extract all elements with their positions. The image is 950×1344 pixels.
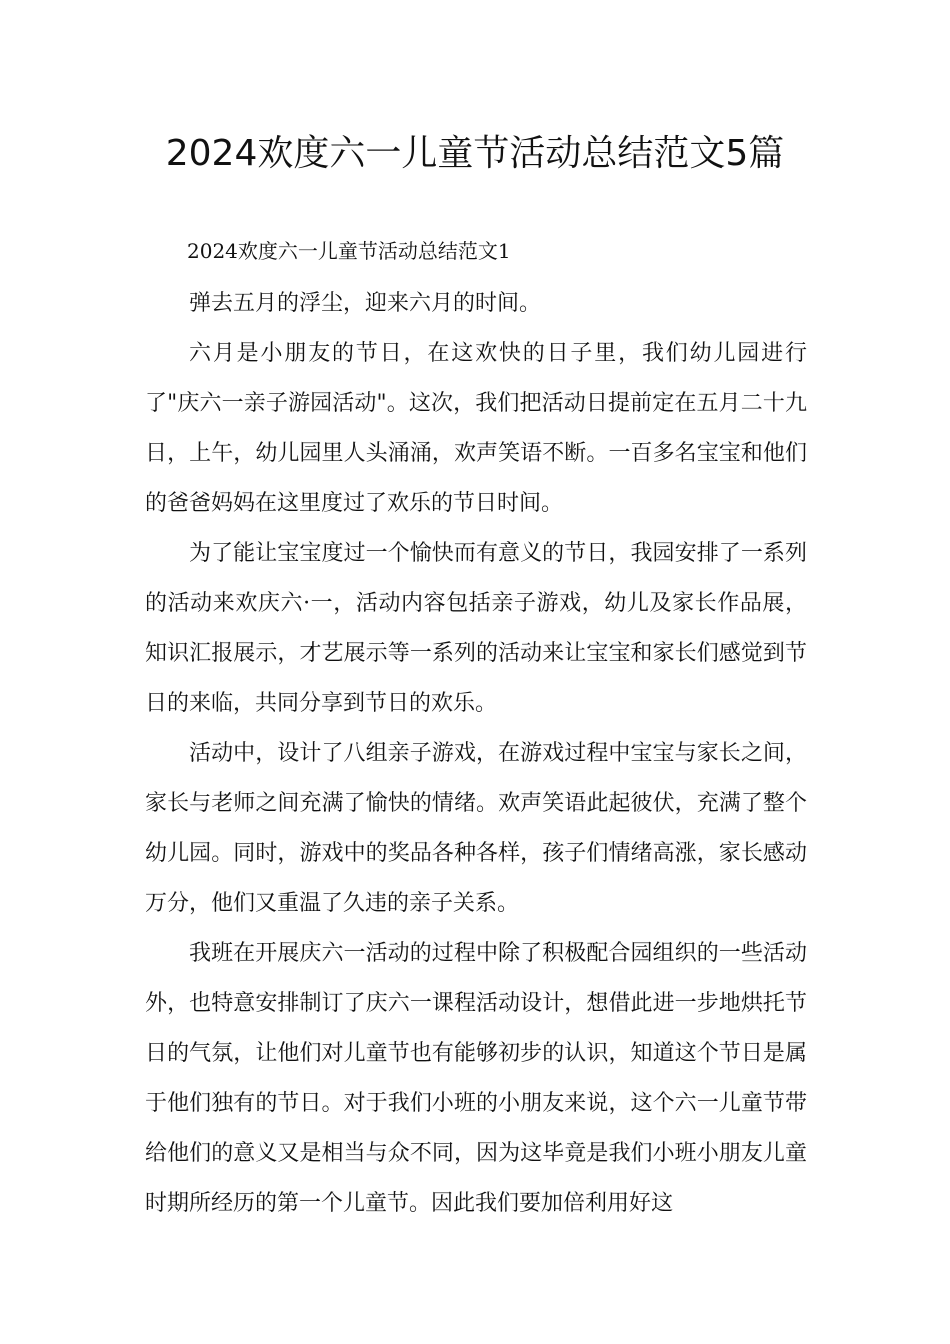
paragraph-3: 为了能让宝宝度过一个愉快而有意义的节日，我园安排了一系列的活动来欢庆六·一，活动内容包括亲子游戏，幼儿及家长作品展，知识汇报展示，才艺展示等一系列的活动来让宝宝和家长们感觉到节日的来临，共同分享到节日的欢乐。: [145, 541, 807, 716]
paragraph-1: 弹去五月的浮尘，迎来六月的时间。: [189, 291, 542, 316]
paragraph-5: 我班在开展庆六一活动的过程中除了积极配合园组织的一些活动外，也特意安排制订了庆六一课程活动设计，想借此进一步地烘托节日的气氛，让他们对儿童节也有能够初步的认识，知道这个节日是属于他们独有的节日。对于我们小班的小朋友来说，这个六一儿童节带给他们的意义又是相当与众不同，因为这毕竟是我们小班小朋友儿童时期所经历的第一个儿童节。因此我们要加倍利用好这: [145, 941, 807, 1216]
section-heading: 2024欢度六一儿童节活动总结范文1: [187, 239, 511, 263]
paragraph-4: 活动中，设计了八组亲子游戏，在游戏过程中宝宝与家长之间，家长与老师之间充满了愉快的情绪。欢声笑语此起彼伏，充满了整个幼儿园。同时，游戏中的奖品各种各样，孩子们情绪高涨，家长感动万分，他们又重温了久违的亲子关系。: [145, 741, 807, 916]
document-title: 2024欢度六一儿童节活动总结范文5篇: [165, 133, 785, 174]
document-body: [145, 279, 807, 1229]
paragraph-2: 六月是小朋友的节日，在这欢快的日子里，我们幼儿园进行了"庆六一亲子游园活动"。这次，我们把活动日提前定在五月二十九日，上午，幼儿园里人头涌涌，欢声笑语不断。一百多名宝宝和他们的爸爸妈妈在这里度过了欢乐的节日时间。: [145, 341, 807, 516]
